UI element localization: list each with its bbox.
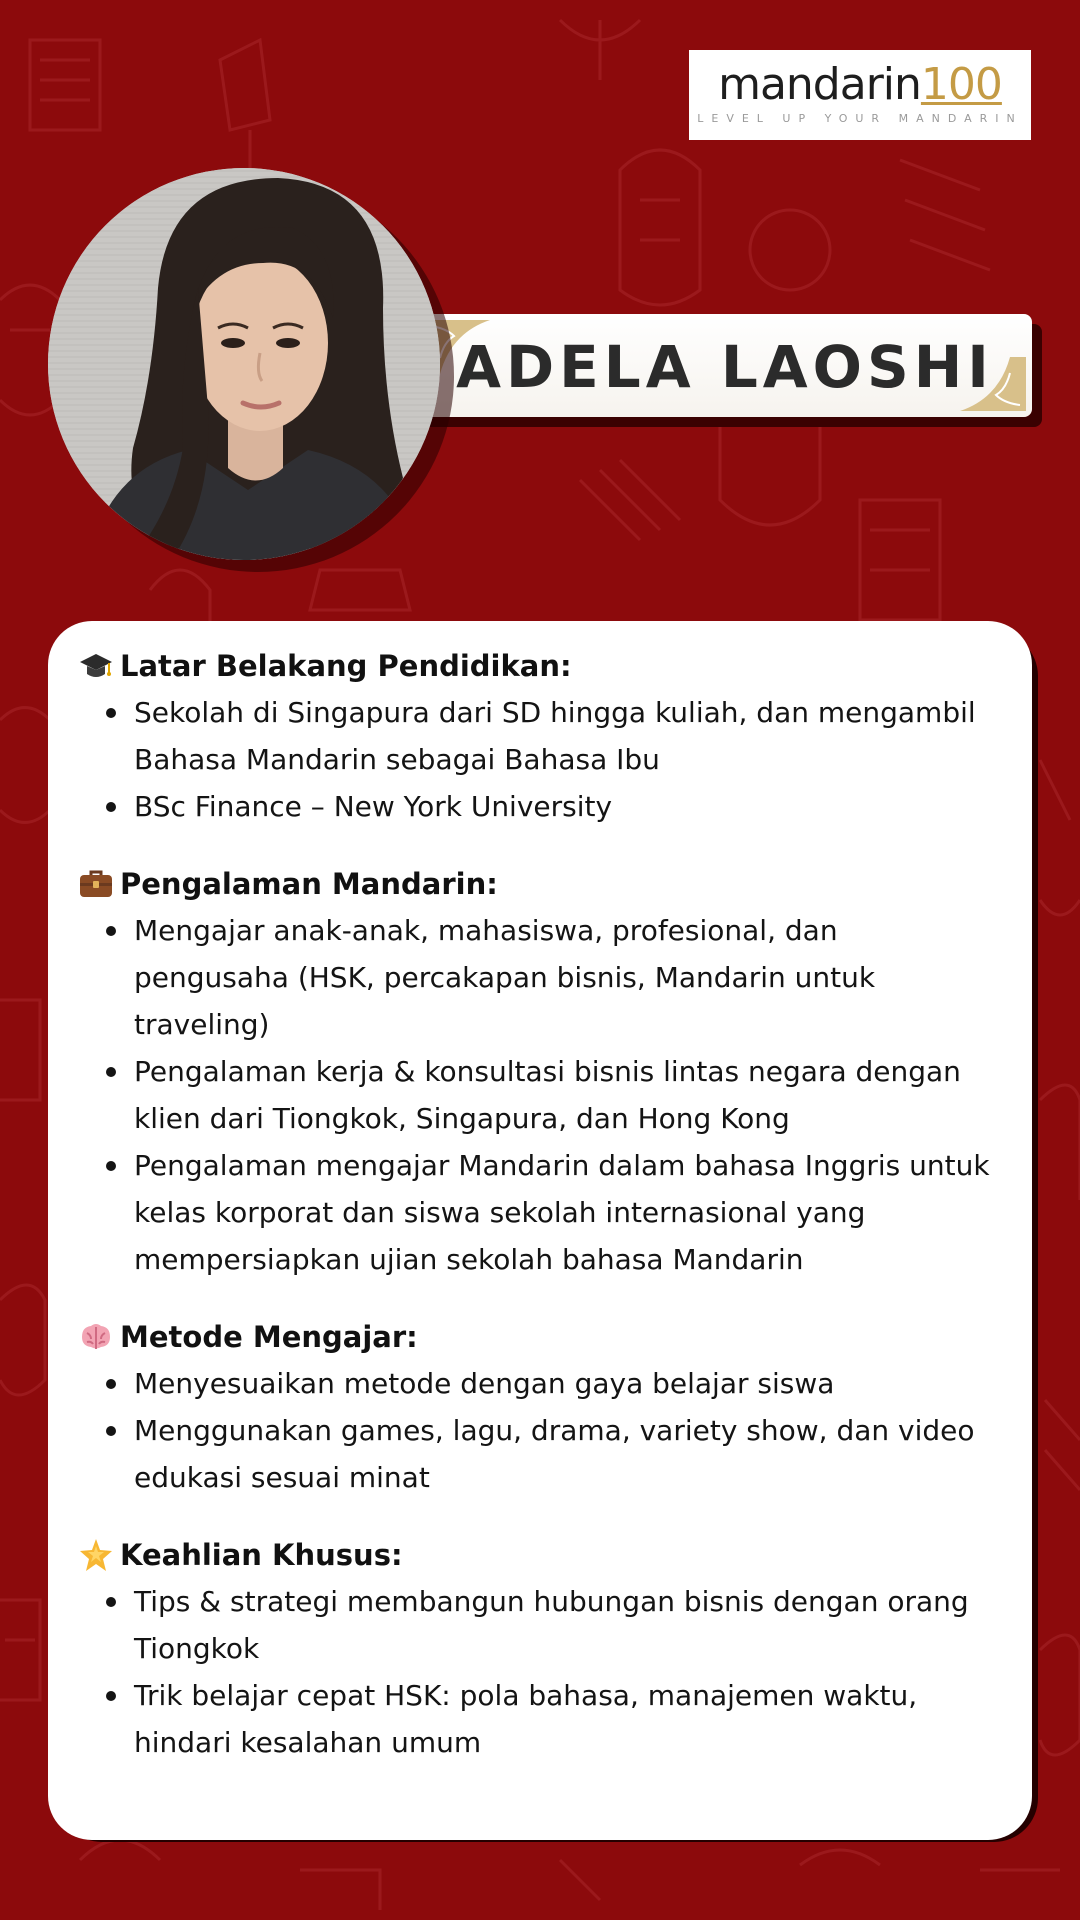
section-list <box>78 689 992 830</box>
section-title: Pengalaman Mandarin: <box>120 866 498 901</box>
list-item: BSc Finance – New York University <box>78 783 992 830</box>
list-item: Trik belajar cepat HSK: pola bahasa, manajemen waktu, hindari kesalahan umum <box>78 1672 992 1766</box>
logo-tagline: LEVEL UP YOUR MANDARIN <box>697 112 1023 125</box>
list-item: Tips & strategi membangun hubungan bisnis dengan orang Tiongkok <box>78 1578 992 1672</box>
logo-word: mandarin <box>718 59 921 110</box>
logo-number: 100 <box>920 59 1002 110</box>
list-item: Pengalaman mengajar Mandarin dalam bahasa Inggris untuk kelas korporat dan siswa sekolah internasional yang mempersiapkan ujian sekolah bahasa Mandarin <box>78 1142 992 1283</box>
list-item: Menggunakan games, lagu, drama, variety show, dan video edukasi sesuai minat <box>78 1407 992 1501</box>
section-education <box>78 642 992 830</box>
section-title: Latar Belakang Pendidikan: <box>120 648 572 683</box>
section-title: Keahlian Khusus: <box>120 1537 403 1572</box>
briefcase-icon <box>78 866 114 902</box>
section-list <box>78 1578 992 1766</box>
section-expertise <box>78 1531 992 1766</box>
section-experience <box>78 860 992 1283</box>
section-list <box>78 907 992 1283</box>
section-heading <box>78 860 992 907</box>
teacher-photo <box>48 168 440 560</box>
list-item: Menyesuaikan metode dengan gaya belajar siswa <box>78 1360 992 1407</box>
teacher-portrait-icon <box>48 168 440 560</box>
section-heading <box>78 642 992 689</box>
teacher-name: ADELA LAOSHI <box>456 333 994 401</box>
section-heading <box>78 1313 992 1360</box>
section-method <box>78 1313 992 1501</box>
brand-logo <box>689 50 1031 140</box>
list-item: Sekolah di Singapura dari SD hingga kuliah, dan mengambil Bahasa Mandarin sebagai Bahasa Ibu <box>78 689 992 783</box>
graduation-cap-icon <box>78 648 114 684</box>
section-heading <box>78 1531 992 1578</box>
section-list <box>78 1360 992 1501</box>
list-item: Mengajar anak-anak, mahasiswa, profesional, dan pengusaha (HSK, percakapan bisnis, Mandarin untuk traveling) <box>78 907 992 1048</box>
profile-card <box>48 621 1032 1840</box>
list-item: Pengalaman kerja & konsultasi bisnis lintas negara dengan klien dari Tiongkok, Singapura, dan Hong Kong <box>78 1048 992 1142</box>
star-icon <box>78 1537 114 1573</box>
section-title: Metode Mengajar: <box>120 1319 418 1354</box>
brain-icon <box>78 1319 114 1355</box>
name-banner <box>418 314 1032 417</box>
logo-wordmark <box>689 60 1031 110</box>
